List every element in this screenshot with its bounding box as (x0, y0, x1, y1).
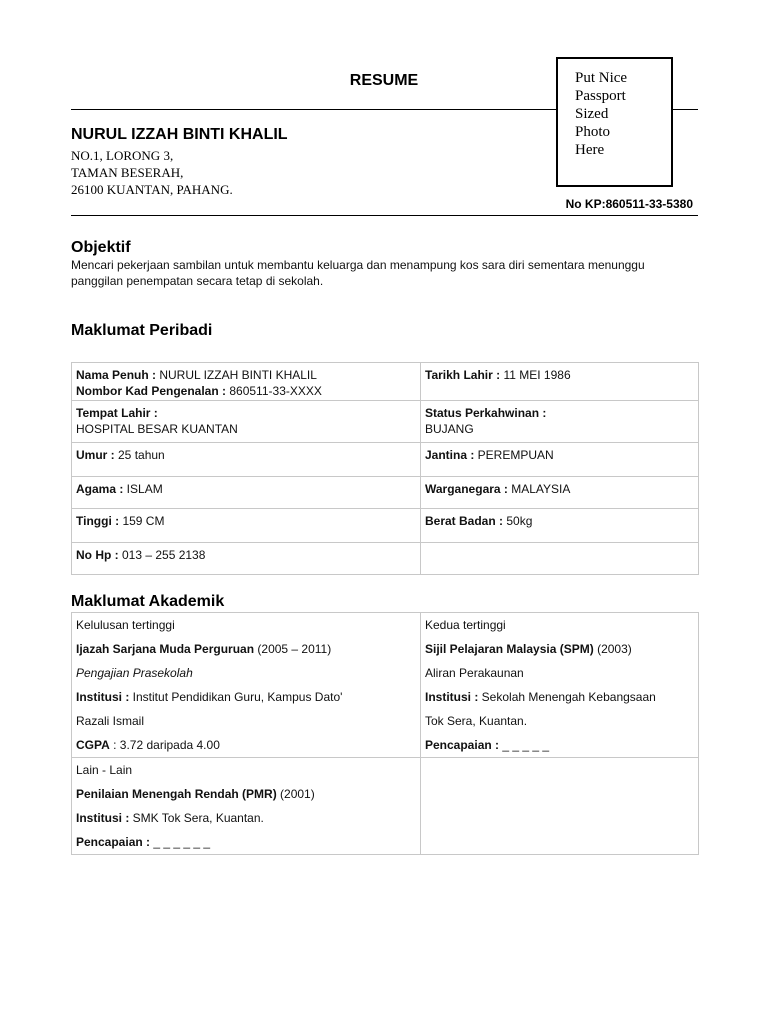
tarikh-lahir-label: Tarikh Lahir : (425, 368, 501, 382)
photo-text-line: Put Nice (575, 70, 628, 86)
pencapaian-value: _ _ _ _ _ _ (150, 835, 211, 849)
lain-qual-name: Penilaian Menengah Rendah (PMR) (76, 787, 277, 801)
kedua-qual-name: Sijil Pelajaran Malaysia (SPM) (425, 642, 594, 656)
table-cell (72, 613, 421, 758)
tertinggi-course: Pengajian Prasekolah (76, 666, 193, 680)
table-cell (421, 477, 699, 509)
table-row (72, 758, 699, 855)
jantina-label: Jantina : (425, 448, 475, 462)
tertinggi-institution (76, 685, 416, 709)
pencapaian-label: Pencapaian : (76, 835, 151, 849)
kedua-caption: Kedua tertinggi (425, 618, 506, 632)
table-row (72, 443, 699, 477)
tertinggi-institution-cont: Razali Ismail (76, 714, 145, 728)
kedua-stream: Aliran Perakaunan (425, 666, 524, 680)
ic-value: 860511-33-XXXX (226, 384, 322, 398)
objektif-heading: Objektif (71, 239, 131, 256)
applicant-name: NURUL IZZAH BINTI KHALIL (71, 126, 288, 143)
tempat-lahir-value: HOSPITAL BESAR KUANTAN (76, 422, 238, 436)
passport-photo-placeholder (556, 57, 673, 187)
header-rule-bottom (71, 215, 698, 216)
kedua-qual-year: (2003) (593, 642, 632, 656)
table-row (72, 613, 699, 758)
table-cell (421, 363, 699, 401)
table-row (72, 477, 699, 509)
tarikh-lahir-value: 11 MEI 1986 (500, 368, 571, 382)
berat-value: 50kg (503, 514, 533, 528)
warganegara-label: Warganegara : (425, 482, 508, 496)
table-row (72, 363, 699, 401)
institusi-value: Sekolah Menengah Kebangsaan (478, 690, 656, 704)
table-row (72, 509, 699, 543)
objektif-text: Mencari pekerjaan sambilan untuk membantu keluarga dan menampung kos sara diri sementara menunggu panggilan penempatan secara tetap di sekolah. (71, 258, 645, 288)
tempat-lahir-label: Tempat Lahir : (76, 406, 158, 420)
tertinggi-caption: Kelulusan tertinggi (76, 618, 175, 632)
table-cell (72, 509, 421, 543)
akademik-heading: Maklumat Akademik (71, 593, 225, 610)
status-label: Status Perkahwinan : (425, 406, 547, 420)
photo-text-line: Here (575, 142, 605, 158)
tertinggi-cgpa (76, 733, 416, 757)
peribadi-heading: Maklumat Peribadi (71, 322, 213, 339)
agama-label: Agama : (76, 482, 124, 496)
lain-pencapaian (76, 830, 416, 854)
kedua-institution-cont: Tok Sera, Kuantan. (425, 714, 528, 728)
tinggi-label: Tinggi : (76, 514, 120, 528)
no-hp-label: No Hp : (76, 548, 119, 562)
photo-text-line: Passport (575, 88, 626, 104)
institusi-label: Institusi : (76, 690, 130, 704)
table-cell (72, 363, 421, 401)
status-value: BUJANG (425, 422, 474, 436)
table-cell (421, 443, 699, 477)
nama-value: NURUL IZZAH BINTI KHALIL (156, 368, 317, 382)
cgpa-label: CGPA (76, 738, 110, 752)
kedua-pencapaian (425, 733, 694, 757)
warganegara-value: MALAYSIA (507, 482, 571, 496)
tertinggi-qualification (76, 637, 416, 661)
no-hp-value: 013 – 255 2138 (118, 548, 206, 562)
jantina-value: PEREMPUAN (474, 448, 554, 462)
umur-label: Umur : (76, 448, 115, 462)
address-line: 26100 KUANTAN, PAHANG. (71, 182, 233, 197)
lain-institution (76, 806, 416, 830)
institusi-label: Institusi : (76, 811, 130, 825)
personal-info-table (71, 362, 699, 575)
lain-qual-year: (2001) (276, 787, 315, 801)
table-cell (72, 758, 421, 855)
table-cell (72, 443, 421, 477)
address-line: TAMAN BESERAH, (71, 165, 184, 180)
table-cell (72, 543, 421, 575)
tertinggi-qual-year: (2005 – 2011) (254, 642, 332, 656)
table-cell-empty (421, 758, 699, 855)
nama-label: Nama Penuh : (76, 368, 157, 382)
address-block (71, 147, 233, 198)
table-cell-empty (421, 543, 699, 575)
kedua-qualification (425, 637, 694, 661)
tinggi-value: 159 CM (119, 514, 165, 528)
resume-title: RESUME (349, 72, 419, 89)
table-row (72, 543, 699, 575)
agama-value: ISLAM (123, 482, 163, 496)
institusi-value: Institut Pendidikan Guru, Kampus Dato' (129, 690, 343, 704)
lain-caption: Lain - Lain (76, 763, 133, 777)
lain-qualification (76, 782, 416, 806)
institusi-label: Institusi : (425, 690, 479, 704)
photo-text-line: Photo (575, 124, 611, 140)
pencapaian-value: _ _ _ _ _ (499, 738, 550, 752)
cgpa-value: : 3.72 daripada 4.00 (109, 738, 220, 752)
academic-info-table (71, 612, 699, 855)
tertinggi-qual-name: Ijazah Sarjana Muda Perguruan (76, 642, 255, 656)
ic-number: No KP:860511-33-5380 (565, 197, 693, 211)
institusi-value: SMK Tok Sera, Kuantan. (129, 811, 264, 825)
table-cell (72, 477, 421, 509)
address-line: NO.1, LORONG 3, (71, 148, 174, 163)
ic-label: Nombor Kad Pengenalan : (76, 384, 227, 398)
kedua-institution (425, 685, 694, 709)
table-cell (421, 401, 699, 443)
photo-text-line: Sized (575, 106, 609, 122)
table-cell (72, 401, 421, 443)
table-cell (421, 509, 699, 543)
table-row (72, 401, 699, 443)
berat-label: Berat Badan : (425, 514, 504, 528)
umur-value: 25 tahun (114, 448, 165, 462)
table-cell (421, 613, 699, 758)
pencapaian-label: Pencapaian : (425, 738, 500, 752)
